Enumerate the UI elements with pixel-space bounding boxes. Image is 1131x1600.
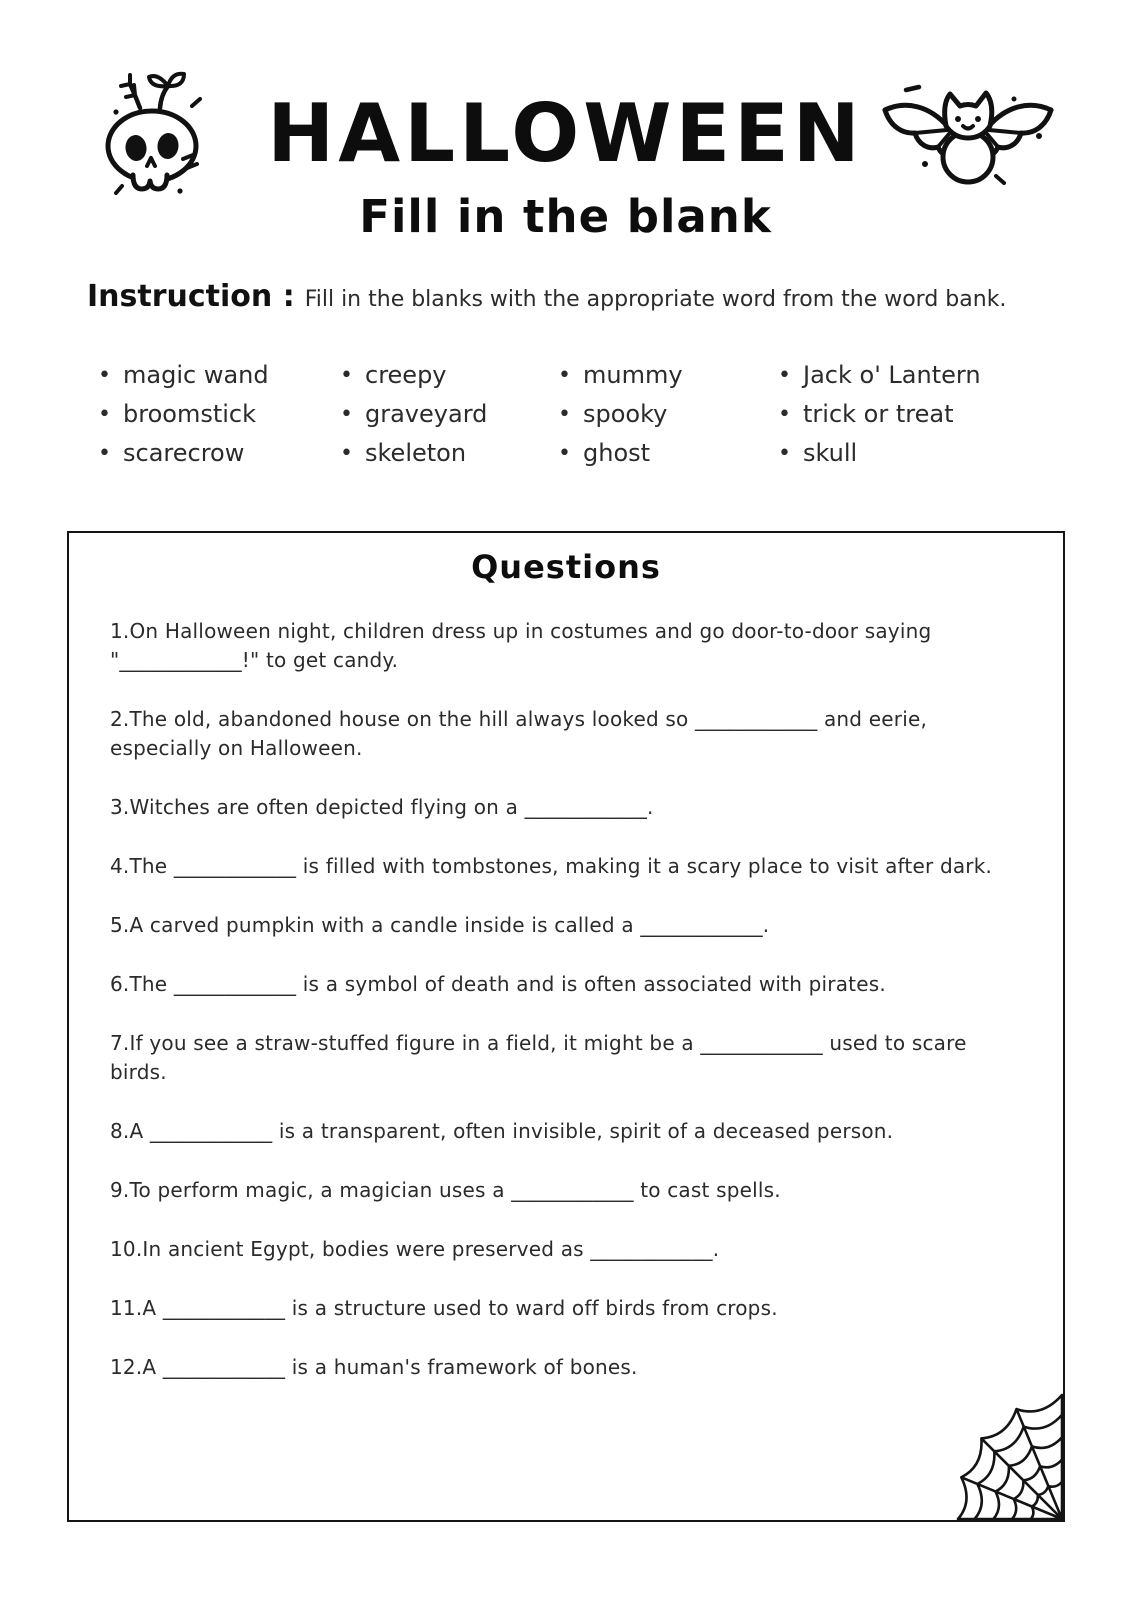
word-bank-column-4 [778, 356, 1091, 473]
question-item-4: 4.The ____________ is filled with tombstones, making it a scary place to visit after dark. [110, 854, 993, 878]
question-item-2: 2.The old, abandoned house on the hill always looked so ____________ and eerie, especially on Halloween. [110, 707, 928, 760]
instruction-line [87, 278, 1091, 320]
question-item-11: 11.A ____________ is a structure used to ward off birds from crops. [110, 1296, 778, 1320]
questions-box [67, 531, 1065, 1522]
word-bank-item: • Jack o' Lantern [778, 356, 1091, 395]
page-title: HALLOWEEN [267, 87, 864, 180]
question-item-8: 8.A ____________ is a transparent, often invisible, spirit of a deceased person. [110, 1119, 894, 1143]
page-subtitle: Fill in the blank [359, 190, 772, 243]
word-bank-item: • mummy [558, 356, 778, 395]
word-bank-column-3 [558, 356, 778, 473]
word-bank-item: • graveyard [340, 395, 558, 434]
word-bank-item: • scarecrow [98, 434, 340, 473]
instruction-text: Fill in the blanks with the appropriate word from the word bank. [304, 287, 1007, 312]
question-item-1: 1.On Halloween night, children dress up in costumes and go door-to-door saying "____________!" to get candy. [110, 619, 932, 672]
question-item-9: 9.To perform magic, a magician uses a ____________ to cast spells. [110, 1178, 781, 1202]
question-item-12: 12.A ____________ is a human's framework of bones. [110, 1355, 638, 1379]
word-bank-item: • spooky [558, 395, 778, 434]
word-bank-item: • ghost [558, 434, 778, 473]
instruction-label: Instruction : [87, 279, 295, 314]
word-bank-item: • magic wand [98, 356, 340, 395]
word-bank-item: • trick or treat [778, 395, 1091, 434]
word-bank [98, 356, 1091, 473]
question-item-3: 3.Witches are often depicted flying on a ____________. [110, 795, 654, 819]
question-item-5: 5.A carved pumpkin with a candle inside is called a ____________. [110, 913, 770, 937]
question-item-10: 10.In ancient Egypt, bodies were preserved as ____________. [110, 1237, 720, 1261]
question-item-7: 7.If you see a straw-stuffed figure in a field, it might be a ____________ used to scare birds. [110, 1031, 967, 1084]
questions-list [69, 617, 1063, 1382]
word-bank-column-1 [98, 356, 340, 473]
question-item-6: 6.The ____________ is a symbol of death and is often associated with pirates. [110, 972, 886, 996]
word-bank-item: • skeleton [340, 434, 558, 473]
questions-title: Questions [471, 548, 661, 586]
bat-icon [868, 72, 1068, 192]
word-bank-column-2 [340, 356, 558, 473]
word-bank-item: • skull [778, 434, 1091, 473]
spider-web-icon [944, 1391, 1064, 1521]
word-bank-item: • creepy [340, 356, 558, 395]
word-bank-item: • broomstick [98, 395, 340, 434]
